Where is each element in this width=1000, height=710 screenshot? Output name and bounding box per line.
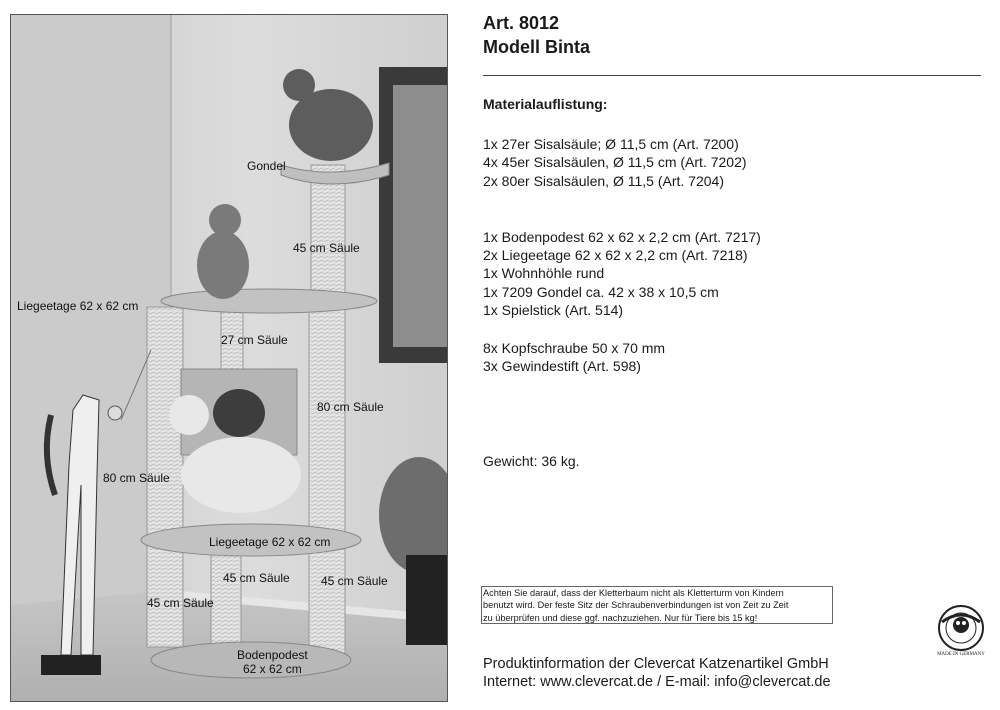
material-item: 1x 7209 Gondel ca. 42 x 38 x 10,5 cm [483, 284, 719, 300]
divider [483, 75, 981, 76]
material-item: 1x 27er Sisalsäule; Ø 11,5 cm (Art. 7200) [483, 136, 739, 152]
safety-notice-line: Achten Sie darauf, dass der Kletterbaum nicht als Kletterturm von Kindern [483, 588, 784, 598]
footer-contact: Internet: www.clevercat.de / E-mail: info@clevercat.de [483, 674, 831, 690]
material-item: 1x Bodenpodest 62 x 62 x 2,2 cm (Art. 7217) [483, 229, 761, 245]
label-platform-top: Liegeetage 62 x 62 cm [17, 299, 139, 313]
safety-notice-line: zu überprüfen und diese ggf. nachzuziehen. Nur für Tiere bis 15 kg! [483, 612, 758, 623]
label-gondel: Gondel [247, 159, 286, 173]
label-post-27: 27 cm Säule [221, 333, 288, 347]
label-post-80-right: 80 cm Säule [317, 400, 384, 414]
safety-notice [481, 586, 833, 624]
product-photo [10, 14, 448, 702]
materials-heading: Materialauflistung: [483, 96, 608, 112]
label-post-45-mid-left: 45 cm Säule [223, 571, 290, 585]
cat-tree-illustration [11, 15, 447, 701]
label-platform-bottom: Liegeetage 62 x 62 cm [209, 535, 331, 549]
label-post-45-top: 45 cm Säule [293, 241, 360, 255]
safety-notice-line: benutzt wird. Der feste Sitz der Schraubenverbindungen ist von Zeit zu Zeit [483, 600, 789, 611]
footer-company: Produktinformation der Clevercat Katzenartikel GmbH [483, 656, 829, 672]
clevercat-logo [930, 604, 992, 658]
model-name: Modell Binta [483, 37, 590, 57]
label-post-45-mid-right: 45 cm Säule [321, 574, 388, 588]
material-item: 2x Liegeetage 62 x 62 x 2,2 cm (Art. 7218) [483, 247, 748, 263]
material-item: 8x Kopfschraube 50 x 70 mm [483, 340, 666, 356]
svg-text:MADE IN GERMANY: MADE IN GERMANY [937, 652, 985, 657]
material-item: 1x Wohnhöhle rund [483, 265, 605, 281]
label-base: Bodenpodest [237, 648, 308, 662]
label-base-size: 62 x 62 cm [243, 662, 302, 676]
material-item: 3x Gewindestift (Art. 598) [483, 358, 641, 374]
weight: Gewicht: 36 kg. [483, 453, 580, 469]
label-post-45-bottom: 45 cm Säule [147, 596, 214, 610]
material-item: 1x Spielstick (Art. 514) [483, 302, 624, 318]
material-item: 2x 80er Sisalsäulen, Ø 11,5 (Art. 7204) [483, 173, 724, 189]
material-item: 4x 45er Sisalsäulen, Ø 11,5 cm (Art. 7202) [483, 154, 747, 170]
article-number: Art. 8012 [483, 13, 560, 33]
label-post-80-left: 80 cm Säule [103, 471, 170, 485]
